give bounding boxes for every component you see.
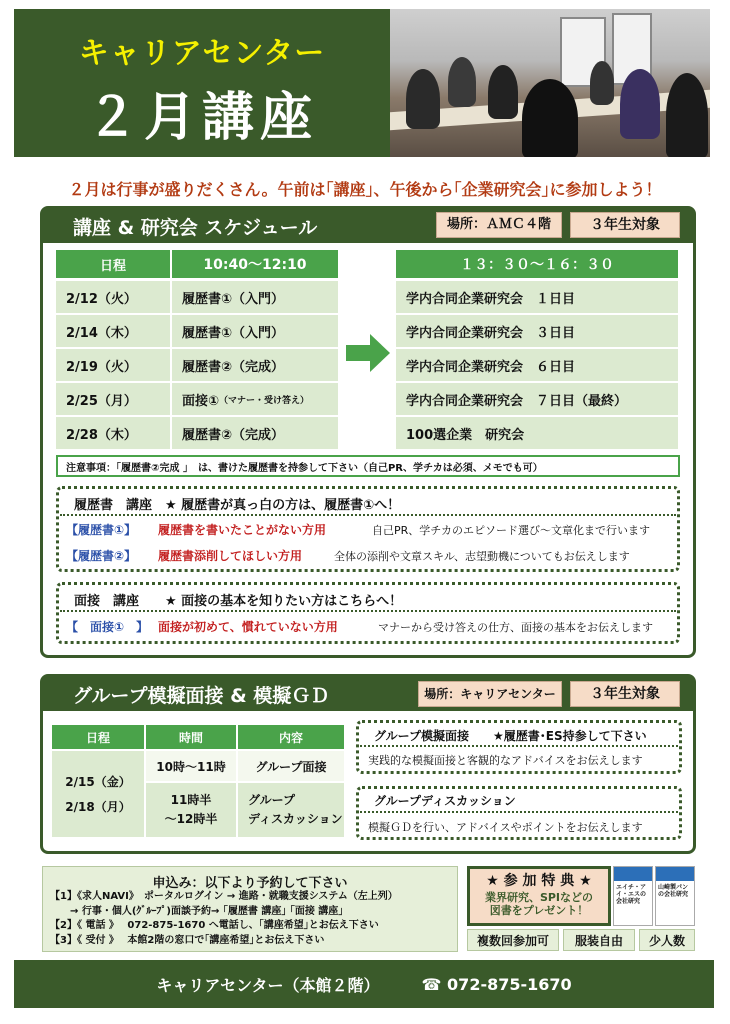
group-content1: グループ面接 xyxy=(238,751,344,781)
col-date-header: 日程 xyxy=(56,250,170,278)
resume-desc: 自己PR、学チカのエピソード選び～文章化まで行います xyxy=(372,524,651,537)
apply-line: 【2】《 電話 》 072-875-1670 へ電話し、｢講座希望｣とお伝え下さい xyxy=(50,920,379,931)
bonus-tag: 服装自由 xyxy=(563,929,635,951)
resume-desc: 全体の添削や文章スキル、志望動機についてもお伝えします xyxy=(334,550,630,563)
interview-who: 面接が初めて、慣れていない方用 xyxy=(158,620,338,634)
group-place-tag: 場所：キャリアセンター xyxy=(418,681,562,707)
schedule-place-tag: 場所：ＡＭＣ４階 xyxy=(436,212,562,238)
bonus-line2: 業界研究、SPIなどの xyxy=(484,890,594,904)
row-date: 2/25（月） xyxy=(56,383,170,415)
resume-who: 履歴書添削してほしい方用 xyxy=(158,549,303,563)
bonus-box xyxy=(467,866,611,926)
row-am-sub: （マナー・受け答え） xyxy=(219,395,310,406)
apply-line: 【3】《 受付 》 本館2階の窓口で｢講座希望｣とお伝え下さい xyxy=(50,934,325,946)
group-dates xyxy=(52,751,144,837)
group-time1: 10時～11時 xyxy=(146,751,236,781)
row-pm: 学内合同企業研究会 ７日目（最終） xyxy=(396,383,678,415)
group-content2a: グループ xyxy=(248,792,296,807)
row-date: 2/12（火） xyxy=(56,281,170,313)
book-cover-yamazaki xyxy=(655,866,695,926)
schedule-note: 注意事項：｢履歴書②完成 ｣ は、書けた履歴書を持参して下さい（自己PR、学チカは必須、メモでも可） xyxy=(56,455,680,477)
schedule-target-tag: ３年生対象 xyxy=(570,212,680,238)
row-am: 履歴書①（入門） xyxy=(172,281,338,313)
group-col-date: 日程 xyxy=(52,725,144,749)
apply-line: → 行事・個人(ｸﾞﾙｰﾌﾟ)面談予約→ ｢履歴書 講座｣ ｢面接 講座｣ xyxy=(50,905,344,917)
row-am: 履歴書①（入門） xyxy=(172,315,338,347)
col-pm-header: １３：３０～１６：３０ xyxy=(396,250,678,278)
apply-lines xyxy=(50,890,398,948)
interview-desc: マナーから受け答えの仕方、面接の基本をお伝えします xyxy=(378,621,653,634)
book-cover-his xyxy=(613,866,653,926)
col-am-header: 10:40～12:10 xyxy=(172,250,338,278)
interview-tag: 【 面接① 】 xyxy=(66,620,149,634)
resume-tag: 【履歴書①】 xyxy=(66,523,137,537)
bonus-tag: 複数回参加可 xyxy=(467,929,559,951)
bonus-line1: ★ 参 加 特 典 ★ xyxy=(486,873,592,889)
title-line2: ２月講座 xyxy=(85,88,318,148)
group-discussion-divider xyxy=(360,811,678,813)
group-date: 2/15（金） xyxy=(65,775,131,789)
group-time2 xyxy=(146,783,236,837)
group-time2b: ～12時半 xyxy=(164,812,218,826)
footer-phone: ☎ 072-875-1670 xyxy=(421,974,572,994)
row-date: 2/14（木） xyxy=(56,315,170,347)
row-date: 2/19（火） xyxy=(56,349,170,381)
group-col-time: 時間 xyxy=(146,725,236,749)
resume-who: 履歴書を書いたことがない方用 xyxy=(158,523,327,537)
interview-divider xyxy=(60,610,676,612)
bonus-line3: 図書をプレゼント！ xyxy=(489,904,589,918)
classroom-photo xyxy=(390,9,710,157)
footer-office: キャリアセンター（本館２階） xyxy=(156,975,380,995)
book-title: 山崎製パンの会社研究 xyxy=(658,884,689,898)
arrow-right-icon xyxy=(346,334,390,372)
bonus-tag: 少人数 xyxy=(639,929,695,951)
group-col-content: 内容 xyxy=(238,725,344,749)
group-content2 xyxy=(238,783,344,837)
book-title: エイチ・アイ・エスの会社研究 xyxy=(616,884,647,905)
apply-title: 申込み：以下より予約して下さい xyxy=(152,876,348,891)
row-am xyxy=(172,383,338,415)
row-pm: 学内合同企業研究会 ６日目 xyxy=(396,349,678,381)
group-interview-divider xyxy=(360,745,678,747)
group-time2a: 11時半 xyxy=(170,792,212,807)
apply-line: 【1】《求人NAVI》 ポータルログイン → 進路・就職支援システム（左上列） xyxy=(50,891,398,902)
group-interview-title: グループ模擬面接 ★履歴書･ES持参して下さい xyxy=(374,729,647,743)
schedule-title: 講座 & 研究会 スケジュール xyxy=(73,216,318,239)
row-am-label: 面接① xyxy=(182,393,220,409)
footer-bar xyxy=(14,960,714,1008)
interview-title: 面接 講座 ★ 面接の基本を知りたい方はこちらへ！ xyxy=(74,594,403,609)
row-pm: 学内合同企業研究会 ３日目 xyxy=(396,315,678,347)
group-target-tag: ３年生対象 xyxy=(570,681,680,707)
row-pm: 100選企業 研究会 xyxy=(396,417,678,449)
intro-text: ２月は行事が盛りだくさん。午前は｢講座｣、午後から｢企業研究会｣に参加しよう！ xyxy=(68,180,662,199)
row-am: 履歴書②（完成） xyxy=(172,349,338,381)
resume-divider xyxy=(60,514,676,516)
row-date: 2/28（木） xyxy=(56,417,170,449)
group-discussion-title: グループディスカッション xyxy=(374,794,516,808)
group-title: グループ模擬面接 & 模擬ＧＤ xyxy=(73,684,330,707)
title-line1: キャリアセンター xyxy=(78,36,326,71)
resume-tag: 【履歴書②】 xyxy=(66,549,137,563)
row-am: 履歴書②（完成） xyxy=(172,417,338,449)
group-discussion-desc: 模擬ＧＤを行い、アドバイスやポイントをお伝えします xyxy=(368,821,643,834)
resume-title: 履歴書 講座 ★ 履歴書が真っ白の方は、履歴書①へ！ xyxy=(74,498,401,513)
group-interview-desc: 実践的な模擬面接と客観的なアドバイスをお伝えします xyxy=(368,754,643,767)
row-pm: 学内合同企業研究会 １日目 xyxy=(396,281,678,313)
group-content2b: ディスカッション xyxy=(248,812,343,826)
group-date: 2/18（月） xyxy=(65,800,131,814)
